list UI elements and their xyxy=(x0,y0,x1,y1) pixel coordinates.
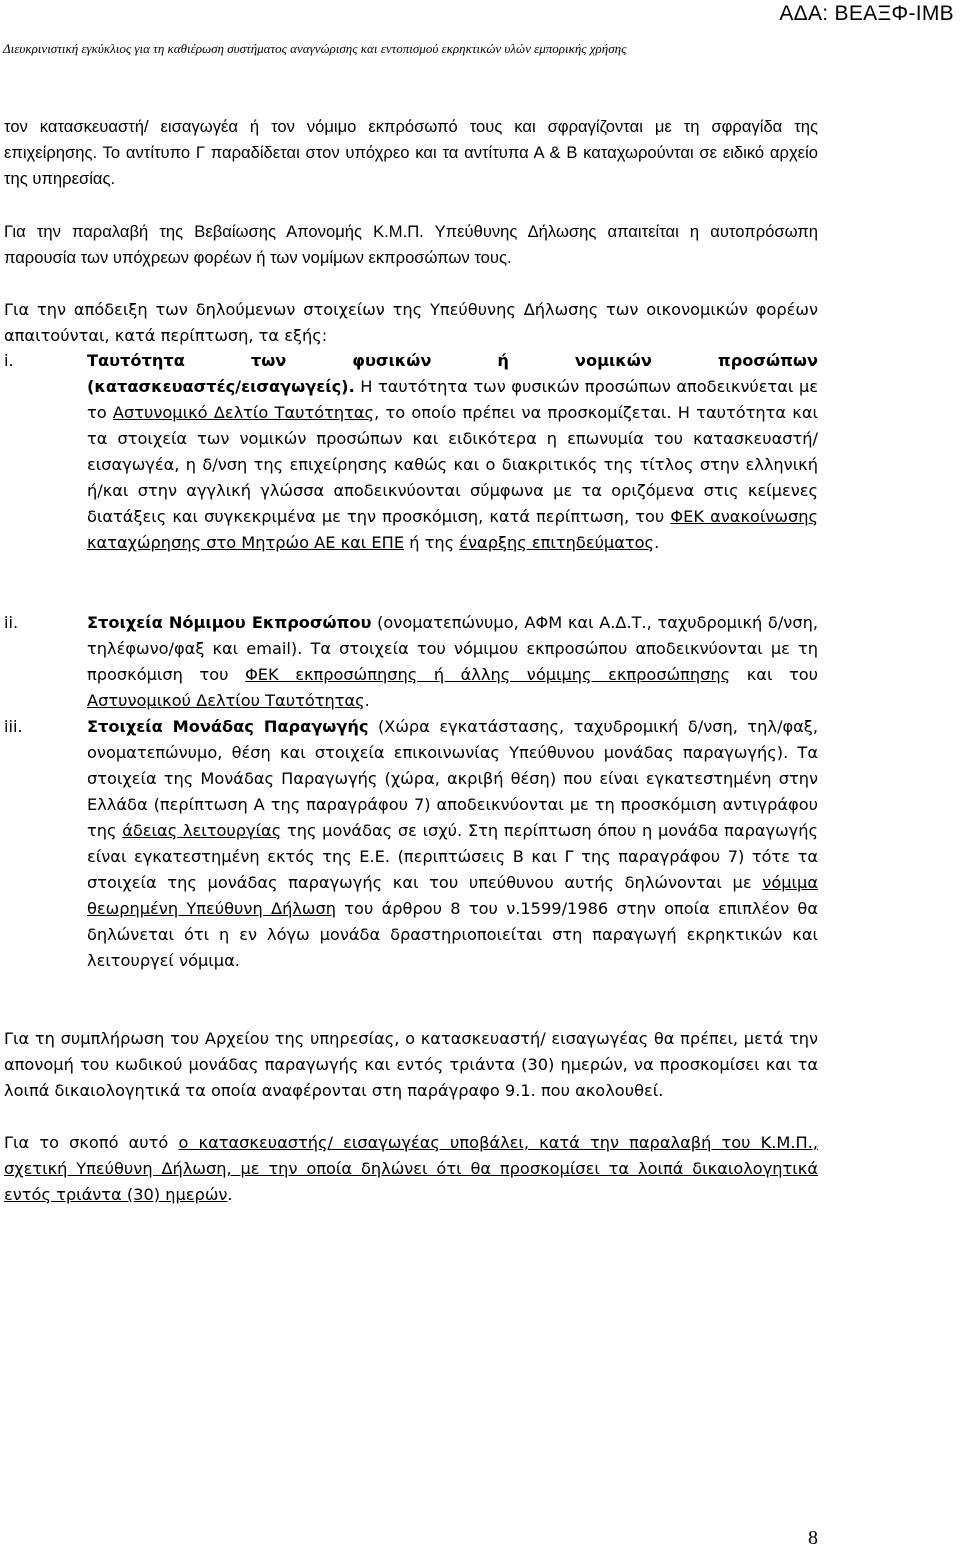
item-title-line2: (κατασκευαστές/εισαγωγείς). xyxy=(87,377,355,396)
document-header: Διευκρινιστική εγκύκλιος για τη καθιέρωση συστήματος αναγνώρισης και εντοπισμού εκρηκτικών υλών εμπορικής χρήσης xyxy=(3,41,627,56)
link-police-id[interactable]: Αστυνομικού Δελτίου Ταυτότητας xyxy=(87,691,365,710)
link-fek-registration[interactable]: ΦΕΚ ανακοίνωσης καταχώρησης στο Μητρώο ΑΕ και ΕΠΕ xyxy=(87,507,818,552)
item-body: (κατασκευαστές/εισαγωγείς). Η ταυτότητα των φυσικών προσώπων αποδεικνύεται με το Αστυνομικό Δελτίο Ταυτότητας, το οποίο πρέπει να προσκομίζεται. Η ταυτότητα και τα στοιχεία των νομικών προσώπων και ειδικότερα η επωνυμία του κατασκευαστή/ εισαγωγέα, η δ/νση της επιχείρησης καθώς και ο διακριτικός της τίτλος στην ελληνική ή/και στην αγγλική γλώσσα αποδεικνύονται σύμφωνα με τα οριζόμενα στις κείμενες διατάξεις και συγκεκριμένα με την προσκόμιση, κατά περίπτωση, του ΦΕΚ ανακοίνωσης καταχώρησης στο Μητρώο ΑΕ και ΕΠΕ ή της έναρξης επιτηδεύματος. xyxy=(87,377,818,552)
list-number: i. xyxy=(4,351,14,370)
page-number: 8 xyxy=(808,1527,818,1549)
link-identity-card[interactable]: Αστυνομικό Δελτίο Ταυτότητας xyxy=(112,403,375,422)
item-title: Στοιχεία Μονάδας Παραγωγής xyxy=(87,717,369,736)
paragraph-seal: τον κατασκευαστή/ εισαγωγέα ή τον νόμιμο εκπρόσωπό τους και σφραγίζονται με τη σφραγίδα της επιχείρησης. Το αντίτυπο Γ παραδίδεται στον υπόχρεο και τα αντίτυπα Α & Β καταχωρούνται σε ειδικό αρχείο της υπηρεσίας. xyxy=(4,117,818,188)
paragraph-file-completion: Για τη συμπλήρωση του Αρχείου της υπηρεσίας, ο κατασκευαστή/ εισαγωγέας θα πρέπει, μετά την απονομή του κωδικού μονάδας παραγωγής και εντός τριάντα (30) ημερών, να προσκομίσει και τα λοιπά δικαιολογητικά τα οποία αναφέρονται στη παράγραφο 9.1. που ακολουθεί. xyxy=(4,1029,818,1100)
list-number: ii. xyxy=(4,613,19,632)
paragraph-purpose: Για το σκοπό αυτό ο κατασκευαστής/ εισαγωγέας υποβάλει, κατά την παραλαβή του Κ.Μ.Π., σχετική Υπεύθυνη Δήλωση, με την οποία δηλώνει ότι θα προσκομίσει τα λοιπά δικαιολογητικά εντός τριάντα (30) ημερών. xyxy=(4,1133,819,1204)
ada-code: ΑΔΑ: ΒΕΑΞΦ-ΙΜΒ xyxy=(779,2,954,25)
list-item-legal-representative xyxy=(4,610,818,714)
paragraph-evidence-intro: Για την απόδειξη των δηλούμενων στοιχείων της Υπεύθυνης Δήλωσης των οικονομικών φορέων απαιτούνται, κατά περίπτωση, τα εξής: xyxy=(4,300,818,345)
link-operating-license[interactable]: άδειας λειτουργίας xyxy=(122,821,282,840)
list-number: iii. xyxy=(4,717,23,736)
item-title: Στοιχεία Νόμιμου Εκπροσώπου xyxy=(87,613,372,632)
list-item-identity xyxy=(4,348,818,556)
link-declaration-submission[interactable]: ο κατασκευαστής/ εισαγωγέας υποβάλει, κατά την παραλαβή του Κ.Μ.Π., σχετική Υπεύθυνη Δήλωση, με την οποία δηλώνει ότι θα προσκομίσει τα λοιπά δικαιολογητικά εντός τριάντα (30) ημερών xyxy=(4,1133,819,1204)
paragraph-receipt: Για την παραλαβή της Βεβαίωσης Απονομής Κ.Μ.Π. Υπεύθυνης Δήλωσης απαιτείται η αυτοπρόσωπη παρουσία των υπόχρεων φορέων ή των νομίμων εκπροσώπων τους. xyxy=(4,222,818,267)
link-solemn-declaration[interactable]: νόμιμα θεωρημένη Υπεύθυνη Δήλωση xyxy=(87,873,818,918)
item-title-line1: Ταυτότητα των φυσικών ή νομικών προσώπων xyxy=(87,351,818,370)
link-business-start[interactable]: έναρξης επιτηδεύματος xyxy=(459,533,655,552)
link-fek-representation[interactable]: ΦΕΚ εκπροσώπησης ή άλλης νόμιμης εκπροσώπησης xyxy=(245,665,731,684)
item-body: Στοιχεία Νόμιμου Εκπροσώπου (ονοματεπώνυμο, ΑΦΜ και Α.Δ.Τ., ταχυδρομική δ/νση, τηλέφωνο/φαξ και email). Τα στοιχεία του νόμιμου εκπροσώπου αποδεικνύονται με τη προσκόμιση του ΦΕΚ εκπροσώπησης ή άλλης νόμιμης εκπροσώπησης και του Αστυνομικού Δελτίου Ταυτότητας. xyxy=(87,613,818,710)
list-item-production-unit xyxy=(4,714,818,974)
item-body: Στοιχεία Μονάδας Παραγωγής (Χώρα εγκατάστασης, ταχυδρομική δ/νση, τηλ/φαξ, ονοματεπώνυμο, θέση και στοιχεία επικοινωνίας Υπεύθυνου μονάδας παραγωγής). Τα στοιχεία της Μονάδας Παραγωγής (χώρα, ακριβή θέση) που είναι εγκατεστημένη στην Ελλάδα (περίπτωση Α της παραγράφου 7) αποδεικνύονται με τη προσκόμιση αντιγράφου της άδειας λειτουργίας της μονάδας σε ισχύ. Στη περίπτωση όπου η μονάδα παραγωγής είναι εγκατεστημένη εκτός της Ε.Ε. (περιπτώσεις Β και Γ της παραγράφου 7) τότε τα στοιχεία της μονάδας παραγωγής και του υπεύθυνου αυτής δηλώνονται με νόμιμα θεωρημένη Υπεύθυνη Δήλωση του άρθρου 8 του ν.1599/1986 στην οποία επιπλέον θα δηλώνεται ότι η εν λόγω μονάδα δραστηριοποιείται στη παραγωγή εκρηκτικών και λειτουργεί νόμιμα. xyxy=(87,717,818,970)
